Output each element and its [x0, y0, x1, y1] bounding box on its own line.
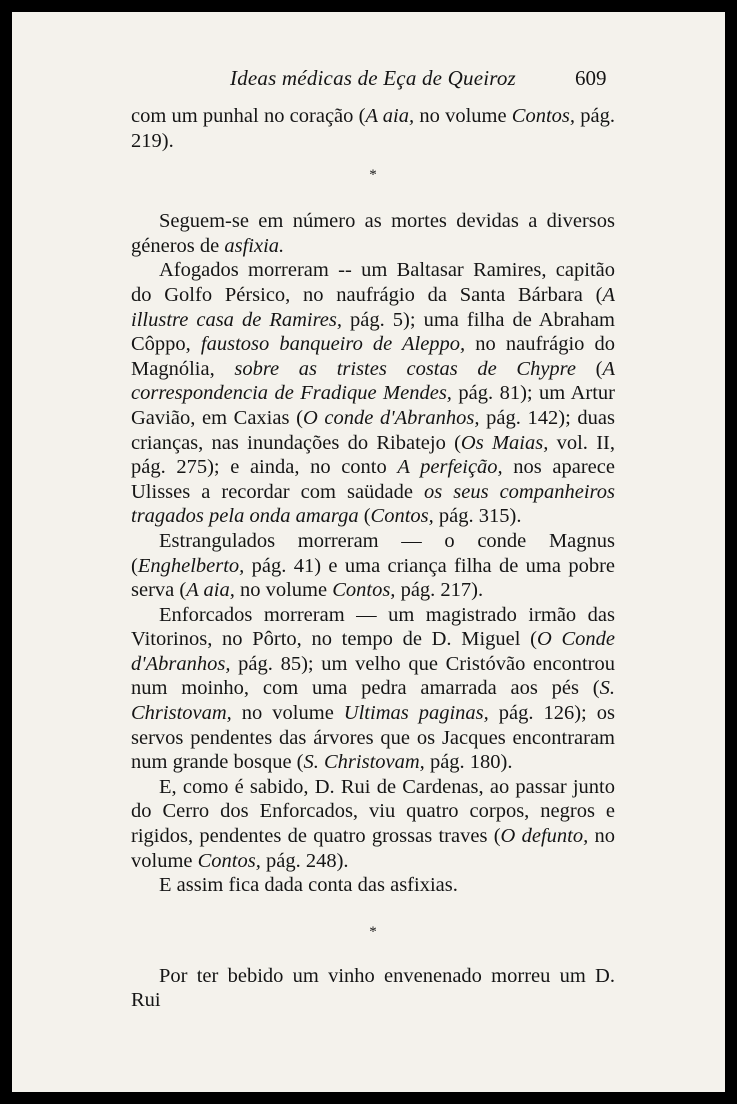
paragraph-asfixias-conclusion [131, 873, 615, 898]
italic-citation: Os Maias, [460, 431, 549, 454]
italic-citation: A correspondencia de Fradique Mendes, [131, 357, 616, 405]
text-run: pág. 5); uma filha de Abraham Côppo, [131, 308, 615, 356]
paragraph-afogados [131, 258, 615, 529]
text-run: nos aparece Ulisses a recordar com saüdade [131, 456, 615, 503]
text-run: vol. II, pág. 275); e ainda, no conto [131, 431, 615, 479]
paragraph-enforcados [131, 603, 615, 775]
paragraph-estrangulados [131, 529, 615, 603]
text-run: pág. 180). [424, 751, 513, 774]
page-body [131, 104, 615, 1013]
paragraph-vinho-envenenado [131, 964, 615, 1013]
text-run: no volume [231, 702, 344, 725]
text-run: pág. 219). [131, 105, 615, 152]
text-run: E, como é sabido, D. Rui de Cardenas, ao passar junto do Cerro dos Enforcados, viu quatro corpos, negros e rigidos, pendentes de quatro grossas traves ( [131, 775, 615, 848]
text-run: pág. 315). [433, 505, 522, 528]
italic-citation: O conde d'Abranhos, [302, 406, 480, 429]
text-run: pág. 248). [260, 849, 349, 872]
text-run: pág. 126); os servos pendentes das árvores que os Jacques encontraram num grande bosque ( [131, 702, 615, 774]
text-run: no volume [234, 579, 333, 602]
paragraph-continuation [131, 104, 615, 153]
italic-citation: A aia, [186, 579, 235, 602]
book-page [12, 12, 725, 1092]
text-run: no naufrágio do Magnólia, [131, 333, 615, 380]
text-run: no volume [131, 825, 616, 872]
paragraph-asfixia-intro [131, 209, 615, 258]
section-separator-asterisk: * [369, 923, 377, 940]
italic-citation: Contos, [332, 579, 396, 602]
italic-citation: faustoso banqueiro de Aleppo, [200, 333, 466, 356]
italic-citation: A illustre casa de Ramires, [131, 283, 615, 331]
text-run: pág. 41) e uma criança filha de uma pobre serva ( [131, 554, 615, 602]
italic-citation: Enghelberto, [137, 554, 245, 577]
italic-citation: A perfeição, [397, 456, 503, 479]
italic-citation: S. Christovam, [303, 751, 425, 774]
italic-citation: Ultimas paginas, [343, 702, 489, 725]
italic-citation: O defunto, [500, 825, 589, 848]
text-run: ( [358, 505, 371, 528]
italic-citation: A aia, [365, 105, 415, 127]
section-separator-asterisk: * [369, 167, 377, 184]
text-run: Enforcados morreram — um magistrado irmão das Vitorinos, no Pôrto, no tempo de D. Miguel ( [131, 603, 615, 651]
text-run: Por ter bebido um vinho envenenado morreu um D. Rui [131, 964, 615, 1012]
italic-citation: asfixia. [224, 234, 285, 257]
text-run: Estrangulados morreram — o conde Magnus ( [131, 529, 615, 577]
text-run: pág. 85); um velho que Cristóvão encontrou num moinho, com uma pedra amarrada aos pés ( [131, 652, 615, 700]
italic-citation: Contos, [511, 105, 576, 127]
text-run: pág. 81); um Artur Gavião, em Caxias ( [131, 382, 615, 429]
text-run: pág. 142); duas crianças, nas inundações do Ribatejo ( [131, 406, 615, 454]
text-run: Afogados morreram -- um Baltasar Ramires, capitão do Golfo Pérsico, no naufrágio da Santa Bárbara ( [131, 259, 615, 306]
text-run: ( [575, 357, 603, 380]
italic-citation: Contos, [370, 505, 434, 528]
italic-citation: O Conde d'Abranhos, [131, 628, 616, 675]
text-run: com um punhal no coração ( [131, 105, 366, 127]
italic-citation: os seus companheiros tragados pela onda amarga [131, 480, 615, 528]
text-run: Seguem-se em número as mortes devidas a diversos géneros de [131, 210, 615, 257]
paragraph-rui-de-cardenas [131, 775, 615, 873]
italic-citation: S. Christovam, [131, 677, 615, 725]
text-run: no volume [414, 105, 512, 127]
page-number: 609 [575, 66, 607, 90]
italic-citation: sobre as tristes costas de Chypre [234, 357, 576, 380]
page-header [12, 60, 725, 100]
text-run: pág. 217). [395, 579, 484, 602]
italic-citation: Contos, [197, 849, 261, 872]
text-run: E assim fica dada conta das asfixias. [159, 874, 458, 897]
running-title: Ideas médicas de Eça de Queiroz [230, 66, 516, 90]
